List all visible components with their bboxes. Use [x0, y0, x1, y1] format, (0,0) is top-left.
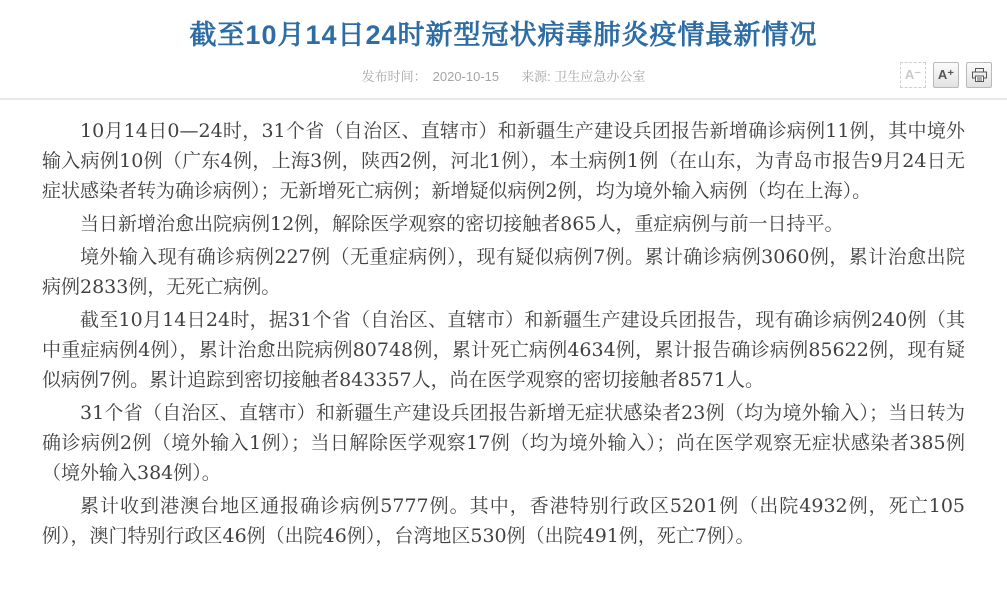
font-increase-button[interactable]: A⁺ [933, 62, 959, 88]
paragraph-cumulative-totals: 截至10月14日24时，据31个省（自治区、直辖市）和新疆生产建设兵团报告，现有确诊病例240例（其中重症病例4例），累计治愈出院病例80748例，累计死亡病例4634例，累计报告确诊病例85622例，现有疑似病例7例。累计追踪到密切接触者843357人，尚在医学观察的密切接触者8571人。 [42, 309, 965, 391]
paragraph-new-confirmed-cases: 10月14日0—24时，31个省（自治区、直辖市）和新疆生产建设兵团报告新增确诊病例11例，其中境外输入病例10例（广东4例，上海3例，陕西2例，河北1例），本土病例1例（在山东，为青岛市报告9月24日无症状感染者转为确诊病例）；无新增死亡病例；新增疑似病例2例，均为境外输入病例（均在上海）。 [42, 120, 965, 202]
font-print-toolbar [900, 62, 992, 88]
source-value: 卫生应急办公室 [554, 69, 646, 84]
source-label: 来源: [521, 69, 551, 84]
page-title: 截至10月14日24时新型冠状病毒肺炎疫情最新情况 [189, 20, 818, 50]
publish-time-value: 2020-10-15 [432, 69, 500, 84]
article-body [0, 100, 1007, 551]
paragraph-daily-recovered: 当日新增治愈出院病例12例，解除医学观察的密切接触者865人，重症病例与前一日持平。 [80, 213, 844, 235]
article-meta [0, 66, 1007, 85]
printer-icon [972, 68, 987, 82]
print-button[interactable] [966, 62, 992, 88]
font-decrease-button[interactable]: A⁻ [900, 62, 926, 88]
paragraph-hk-macao-taiwan: 累计收到港澳台地区通报确诊病例5777例。其中，香港特别行政区5201例（出院4932例，死亡105例），澳门特别行政区46例（出院46例），台湾地区530例（出院491例，死亡7例）。 [42, 495, 965, 547]
publish-time-label: 发布时间： [361, 69, 427, 84]
paragraph-asymptomatic-cases: 31个省（自治区、直辖市）和新疆生产建设兵团报告新增无症状感染者23例（均为境外输入）；当日转为确诊病例2例（境外输入1例）；当日解除医学观察17例（均为境外输入）；尚在医学观察无症状感染者385例（境外输入384例）。 [42, 402, 965, 484]
paragraph-imported-cases: 境外输入现有确诊病例227例（无重症病例），现有疑似病例7例。累计确诊病例3060例，累计治愈出院病例2833例，无死亡病例。 [42, 246, 965, 298]
article-header [0, 0, 1007, 100]
